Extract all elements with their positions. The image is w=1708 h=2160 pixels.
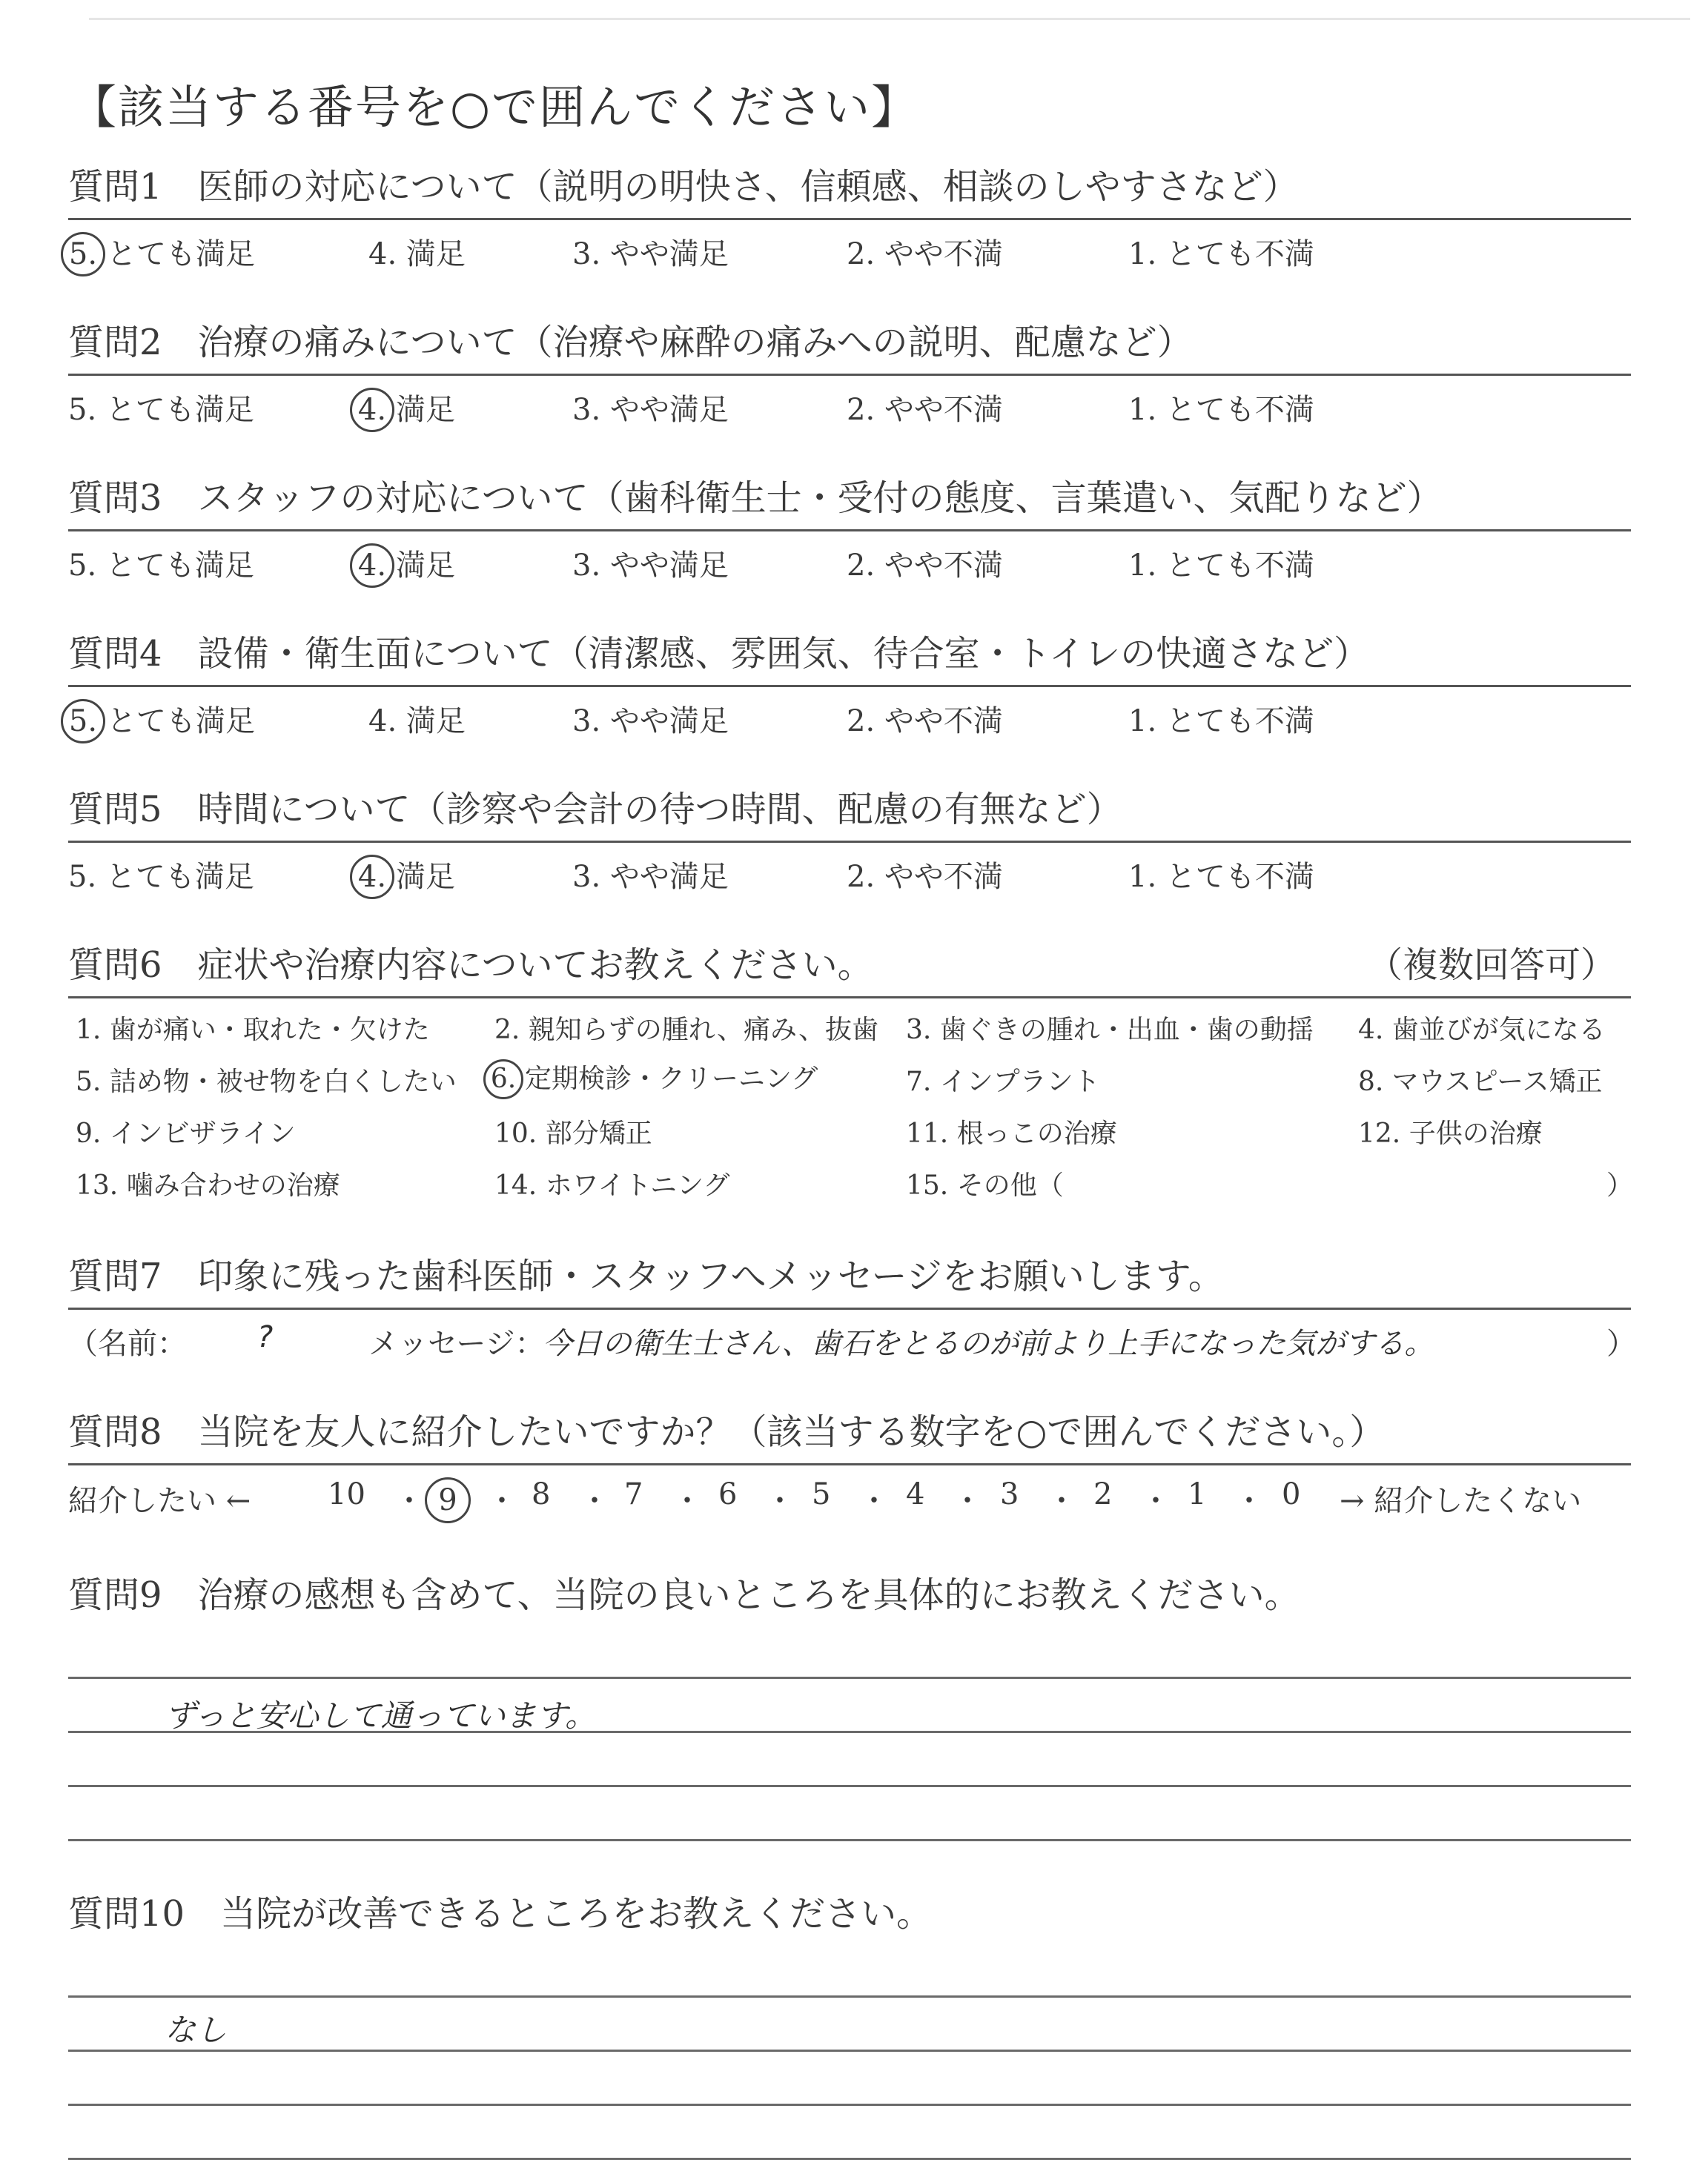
option-label: とても満足 — [107, 704, 255, 738]
option-5[interactable]: 5. とても満足 — [68, 393, 254, 427]
option-5[interactable]: 5. とても満足 — [68, 860, 254, 894]
question-10 — [68, 1892, 1631, 2160]
symptom-option[interactable]: 13. 噛み合わせの治療 — [76, 1170, 340, 1201]
question-1-title: 質問1 医師の対応について（説明の明快さ、信頼感、相談のしやすさなど） — [68, 166, 1299, 208]
question-6-title — [68, 943, 1631, 989]
name-value[interactable]: ? — [257, 1320, 274, 1354]
option-label: 満足 — [396, 860, 455, 894]
symptom-option-selected[interactable] — [491, 1058, 818, 1099]
symptom-option[interactable]: 8. マウスピース矯正 — [1358, 1067, 1603, 1097]
selection-circle: 9 — [425, 1477, 471, 1523]
question-8-title: 質問8 当院を友人に紹介したいですか？（該当する数字を○で囲んでください。） — [68, 1411, 1386, 1453]
recommend-scale — [68, 1477, 1631, 1522]
option-1[interactable]: 1. とても不満 — [1128, 237, 1314, 271]
option-1[interactable]: 1. とても不満 — [1128, 860, 1314, 894]
option-1[interactable]: 1. とても不満 — [1128, 549, 1314, 583]
symptom-option[interactable]: 4. 歯並びが気になる — [1358, 1015, 1606, 1045]
option-2[interactable]: 2. やや不満 — [847, 704, 1003, 738]
page-title: 【該当する番号を○で囲んでください】 — [70, 80, 919, 134]
rating-options — [68, 231, 1631, 275]
option-3[interactable]: 3. やや満足 — [572, 860, 729, 894]
selection-circle: 5. — [61, 699, 105, 743]
symptom-option[interactable]: 7. インプラント — [906, 1067, 1100, 1097]
question-6-title-text: 質問6 症状や治療内容についてお教えください。 — [68, 944, 873, 986]
writing-line — [68, 2050, 1631, 2052]
question-8 — [68, 1410, 1631, 1522]
scale-3[interactable]: 3 — [1000, 1477, 1019, 1511]
question-3-title: 質問3 スタッフの対応について（歯科衛生士・受付の態度、言葉遣い、気配りなど） — [68, 477, 1443, 519]
option-2[interactable]: 2. やや不満 — [847, 237, 1003, 271]
symptom-option[interactable]: 12. 子供の治療 — [1358, 1119, 1543, 1149]
message-value[interactable]: 今日の衛生士さん、歯石をとるのが前より上手になった気がする。 — [543, 1327, 1434, 1361]
scale-8[interactable]: 8 — [532, 1477, 551, 1511]
option-3[interactable]: 3. やや満足 — [572, 549, 729, 583]
option-2[interactable]: 2. やや不満 — [847, 393, 1003, 427]
option-selected[interactable] — [357, 853, 455, 899]
writing-line — [68, 1677, 1631, 1679]
scale-dot: ・ — [1234, 1484, 1264, 1518]
scale-dot: ・ — [672, 1484, 702, 1518]
option-selected[interactable] — [68, 231, 255, 276]
question-9 — [68, 1573, 1631, 1841]
option-selected[interactable] — [357, 542, 455, 588]
question-1 — [68, 165, 1631, 275]
scale-dot: ・ — [953, 1484, 982, 1518]
option-selected[interactable] — [68, 698, 255, 743]
scale-4[interactable]: 4 — [906, 1477, 925, 1511]
question-9-title: 質問9 治療の感想も含めて、当院の良いところを具体的にお教えください。 — [68, 1574, 1300, 1616]
question-5 — [68, 787, 1631, 898]
option-5[interactable]: 5. とても満足 — [68, 549, 254, 583]
option-3[interactable]: 3. やや満足 — [572, 704, 729, 738]
rating-options — [68, 853, 1631, 898]
option-label: とても満足 — [107, 237, 255, 271]
answer-text[interactable]: ずっと安心して通っています。 — [165, 1697, 597, 1734]
option-4[interactable]: 4. 満足 — [368, 704, 466, 738]
scale-10[interactable]: 10 — [328, 1477, 365, 1511]
question-rule — [68, 1308, 1631, 1310]
writing-line — [68, 2104, 1631, 2106]
message-row — [68, 1320, 1636, 1372]
symptom-option[interactable]: 3. 歯ぐきの腫れ・出血・歯の動揺 — [906, 1015, 1314, 1045]
option-label: 満足 — [396, 549, 455, 583]
rating-options — [68, 698, 1631, 742]
selection-circle: 4. — [350, 855, 394, 899]
scale-dot: ・ — [394, 1484, 424, 1518]
name-label: （名前： — [68, 1327, 187, 1361]
rating-options — [68, 542, 1631, 586]
option-selected[interactable] — [357, 386, 455, 432]
symptom-options — [68, 1009, 1634, 1224]
scale-dot: ・ — [859, 1484, 889, 1518]
symptom-option[interactable]: 10. 部分矯正 — [494, 1119, 652, 1149]
question-7 — [68, 1254, 1636, 1372]
symptom-option-other[interactable]: 15. その他（ — [906, 1170, 1064, 1201]
option-label: 定期検診・クリーニング — [525, 1064, 818, 1094]
question-4 — [68, 632, 1631, 742]
answer-text[interactable]: なし — [165, 2012, 228, 2048]
question-6 — [68, 943, 1634, 1224]
scale-5[interactable]: 5 — [812, 1477, 831, 1511]
message-label: メッセージ： — [368, 1327, 545, 1361]
question-rule — [68, 1463, 1631, 1465]
answer-lines — [68, 1677, 1631, 1841]
option-2[interactable]: 2. やや不満 — [847, 549, 1003, 583]
scale-7[interactable]: 7 — [624, 1477, 643, 1511]
scale-dot: ・ — [487, 1484, 517, 1518]
answer-lines — [68, 1995, 1631, 2160]
message-close-paren: ） — [1606, 1327, 1636, 1361]
option-3[interactable]: 3. やや満足 — [572, 393, 729, 427]
scale-dot: ・ — [1141, 1484, 1171, 1518]
selection-circle: 5. — [61, 232, 105, 276]
question-rule — [68, 996, 1631, 998]
selection-circle: 4. — [350, 388, 394, 432]
symptom-option[interactable]: 11. 根っこの治療 — [906, 1119, 1117, 1149]
question-3 — [68, 476, 1631, 586]
scale-6[interactable]: 6 — [718, 1477, 738, 1511]
question-7-title: 質問7 印象に残った歯科医師・スタッフへメッセージをお願いします。 — [68, 1256, 1224, 1297]
question-2 — [68, 320, 1631, 431]
multiple-answers-note: （複数回答可） — [1366, 944, 1616, 986]
option-1[interactable]: 1. とても不満 — [1128, 704, 1314, 738]
option-label: 満足 — [396, 393, 455, 427]
question-5-title: 質問5 時間について（診察や会計の待つ時間、配慮の有無など） — [68, 789, 1122, 830]
scale-1[interactable]: 1 — [1188, 1477, 1207, 1511]
scale-dot: ・ — [580, 1484, 609, 1518]
scale-left-label: 紹介したい ← — [68, 1484, 251, 1518]
question-4-title: 質問4 設備・衛生面について（清潔感、雰囲気、待合室・トイレの快適さなど） — [68, 633, 1370, 675]
writing-line — [68, 1785, 1631, 1787]
symptom-option[interactable]: 14. ホワイトニング — [494, 1170, 730, 1201]
symptom-option[interactable]: 1. 歯が痛い・取れた・欠けた — [76, 1015, 430, 1045]
scale-2[interactable]: 2 — [1093, 1477, 1113, 1511]
question-rule — [68, 374, 1631, 376]
question-rule — [68, 529, 1631, 531]
scale-dot: ・ — [1047, 1484, 1076, 1518]
selection-circle: 4. — [350, 543, 394, 588]
symptom-option[interactable]: 5. 詰め物・被せ物を白くしたい — [76, 1067, 457, 1097]
question-rule — [68, 841, 1631, 843]
writing-line — [68, 1995, 1631, 1998]
question-rule — [68, 218, 1631, 220]
symptom-option[interactable]: 9. インビザライン — [76, 1119, 296, 1149]
option-2[interactable]: 2. やや不満 — [847, 860, 1003, 894]
option-3[interactable]: 3. やや満足 — [572, 237, 729, 271]
option-4[interactable]: 4. 満足 — [368, 237, 466, 271]
selection-circle: 6. — [483, 1059, 523, 1099]
writing-line — [68, 1839, 1631, 1841]
scale-dot: ・ — [765, 1484, 795, 1518]
rating-options — [68, 386, 1631, 431]
option-1[interactable]: 1. とても不満 — [1128, 393, 1314, 427]
scale-0[interactable]: 0 — [1282, 1477, 1301, 1511]
top-rule — [89, 18, 1690, 20]
symptom-option[interactable]: 2. 親知らずの腫れ、痛み、抜歯 — [494, 1015, 879, 1045]
other-close-paren: ） — [1606, 1170, 1634, 1201]
question-rule — [68, 685, 1631, 687]
scale-right-label: → 紹介したくない — [1340, 1484, 1582, 1518]
question-2-title: 質問2 治療の痛みについて（治療や麻酔の痛みへの説明、配慮など） — [68, 322, 1193, 363]
question-10-title: 質問10 当院が改善できるところをお教えください。 — [68, 1893, 933, 1935]
